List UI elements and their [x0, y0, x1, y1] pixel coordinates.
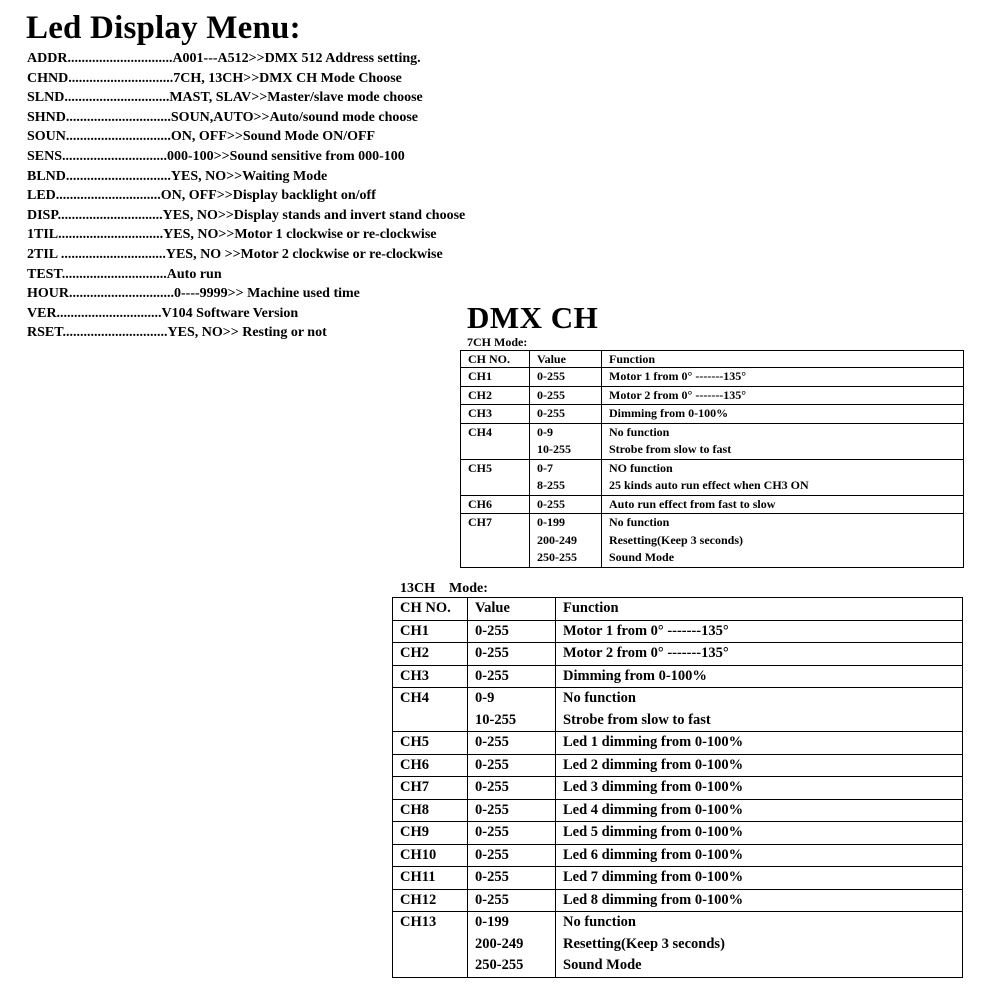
value-line: 0-255 — [475, 824, 509, 840]
value-cell — [468, 889, 556, 912]
value-line: 8-255 — [537, 478, 565, 492]
table-row — [393, 822, 963, 845]
value-line: 0-255 — [475, 801, 509, 818]
value-cell — [468, 754, 556, 777]
function-cell — [556, 867, 963, 890]
channel-cell: CH11 — [393, 867, 468, 890]
function-cell — [602, 405, 964, 424]
menu-item: HOUR..............................0----9999>> Machine used time — [27, 286, 360, 302]
function-cell — [556, 889, 963, 912]
value-line: 0-255 — [537, 406, 565, 420]
function-cell — [556, 754, 963, 777]
function-line: Dimming from 0-100% — [563, 667, 707, 684]
value-line: 0-199 — [475, 914, 509, 930]
function-cell — [556, 844, 963, 867]
channel-cell: CH8 — [393, 799, 468, 822]
channel-cell: CH7 — [393, 777, 468, 800]
menu-item: ADDR..............................A001---A512>>DMX 512 Address setting. — [27, 51, 421, 66]
column-header: CH NO. — [393, 598, 468, 621]
value-cell — [468, 867, 556, 890]
table-header-row — [393, 598, 963, 621]
table-row — [393, 620, 963, 643]
table-row — [393, 643, 963, 666]
channel-cell: CH2 — [461, 386, 530, 405]
table-row — [393, 867, 963, 890]
table-row — [393, 889, 963, 912]
channel-cell: CH3 — [461, 405, 530, 424]
channel-cell: CH6 — [393, 754, 468, 777]
value-line: 0-255 — [537, 369, 565, 383]
channel-cell: CH2 — [393, 643, 468, 666]
function-line: Sound Mode — [563, 957, 642, 973]
menu-item: CHND..............................7CH, 13CH>>DMX CH Mode Choose — [27, 70, 402, 86]
function-line: Led 2 dimming from 0-100% — [563, 756, 744, 773]
value-line: 250-255 — [537, 550, 577, 564]
function-line: NO function — [609, 460, 673, 475]
value-line: 250-255 — [475, 957, 524, 973]
value-cell — [468, 620, 556, 643]
value-cell — [468, 688, 556, 732]
function-line: Led 6 dimming from 0-100% — [563, 846, 744, 863]
menu-item: 1TIL..............................YES, NO>>Motor 1 clockwise or re-clockwise — [27, 227, 437, 243]
function-cell — [602, 459, 964, 495]
menu-item: SOUN..............................ON, OFF>>Sound Mode ON/OFF — [27, 129, 376, 145]
table-row — [461, 386, 964, 405]
function-line: No function — [609, 424, 670, 439]
value-cell — [530, 405, 602, 424]
table-row — [393, 688, 963, 732]
table-row — [393, 754, 963, 777]
menu-list — [27, 49, 465, 343]
function-line: No function — [609, 515, 670, 529]
function-line: Motor 1 from 0° -------135° — [563, 622, 729, 639]
value-cell — [530, 386, 602, 405]
menu-item: SENS..............................000-100>>Sound sensitive from 000-100 — [27, 148, 405, 164]
function-line: Sound Mode — [609, 550, 675, 564]
channel-cell: CH9 — [393, 822, 468, 845]
function-cell — [556, 732, 963, 755]
value-cell — [530, 459, 602, 495]
function-line: Motor 2 from 0° -------135° — [563, 645, 729, 661]
function-line: Strobe from slow to fast — [563, 711, 711, 728]
column-header: Value — [530, 351, 602, 368]
channel-cell: CH13 — [393, 912, 468, 978]
value-line: 10-255 — [537, 442, 571, 456]
function-line: Auto run effect from fast to slow — [609, 496, 776, 511]
value-line: 0-255 — [475, 645, 509, 661]
value-cell — [468, 844, 556, 867]
channel-cell: CH10 — [393, 844, 468, 867]
menu-item: 2TIL ..............................YES, NO >>Motor 2 clockwise or re-clockwise — [27, 246, 443, 262]
function-cell — [556, 620, 963, 643]
channel-cell: CH1 — [393, 620, 468, 643]
menu-item: LED..............................ON, OFF>>Display backlight on/off — [27, 188, 376, 204]
function-cell — [602, 514, 964, 568]
table-row — [393, 799, 963, 822]
table-row — [461, 495, 964, 514]
function-line: Resetting(Keep 3 seconds) — [609, 532, 743, 547]
value-line: 0-255 — [537, 387, 565, 402]
function-cell — [556, 822, 963, 845]
value-line: 200-249 — [537, 532, 577, 547]
table-13ch-label: 13CH Mode: — [400, 581, 488, 596]
function-line: Dimming from 0-100% — [609, 406, 729, 420]
menu-item: TEST..............................Auto run — [27, 266, 222, 282]
value-line: 0-9 — [537, 424, 553, 439]
function-line: Strobe from slow to fast — [609, 442, 732, 456]
value-line: 0-255 — [475, 891, 509, 908]
dmx-title: DMX CH — [467, 300, 599, 335]
menu-item: SHND..............................SOUN,AUTO>>Auto/sound mode choose — [27, 109, 419, 125]
value-line: 0-255 — [475, 869, 509, 885]
table-row — [393, 844, 963, 867]
function-cell — [602, 495, 964, 514]
value-line: 0-255 — [537, 496, 565, 511]
menu-title: Led Display Menu: — [26, 10, 301, 46]
value-line: 0-255 — [475, 622, 509, 639]
function-line: Resetting(Keep 3 seconds) — [563, 935, 725, 952]
table-row — [461, 459, 964, 495]
table-7ch — [460, 350, 964, 568]
value-line: 0-9 — [475, 690, 495, 706]
function-cell — [556, 688, 963, 732]
value-line: 0-255 — [475, 846, 509, 863]
value-cell — [468, 912, 556, 978]
column-header: Value — [468, 598, 556, 621]
function-cell — [556, 912, 963, 978]
channel-cell: CH12 — [393, 889, 468, 912]
value-cell — [468, 665, 556, 688]
column-header: Function — [556, 598, 963, 621]
function-line: No function — [563, 914, 636, 930]
value-cell — [468, 822, 556, 845]
function-line: 25 kinds auto run effect when CH3 ON — [609, 478, 809, 492]
value-line: 0-255 — [475, 734, 509, 750]
menu-item: BLND..............................YES, NO>>Waiting Mode — [27, 168, 328, 184]
function-line: Led 3 dimming from 0-100% — [563, 779, 744, 795]
function-line: Motor 1 from 0° -------135° — [609, 369, 747, 383]
value-line: 0-255 — [475, 667, 509, 684]
function-line: Led 1 dimming from 0-100% — [563, 734, 744, 750]
function-line: Motor 2 from 0° -------135° — [609, 387, 747, 402]
menu-item: SLND..............................MAST, SLAV>>Master/slave mode choose — [27, 90, 423, 106]
value-cell — [530, 514, 602, 568]
table-row — [461, 368, 964, 387]
table-row — [393, 912, 963, 978]
function-line: Led 4 dimming from 0-100% — [563, 801, 744, 818]
channel-cell: CH6 — [461, 495, 530, 514]
channel-cell: CH5 — [461, 459, 530, 495]
table-row — [393, 665, 963, 688]
channel-cell: CH7 — [461, 514, 530, 568]
value-line: 200-249 — [475, 935, 524, 952]
table-row — [461, 423, 964, 459]
channel-cell: CH4 — [461, 423, 530, 459]
menu-item: RSET..............................YES, NO>> Resting or not — [27, 325, 327, 341]
function-line: Led 7 dimming from 0-100% — [563, 869, 744, 885]
channel-cell: CH5 — [393, 732, 468, 755]
function-cell — [602, 423, 964, 459]
value-line: 0-199 — [537, 515, 565, 529]
column-header: Function — [602, 351, 964, 368]
channel-cell: CH3 — [393, 665, 468, 688]
channel-cell: CH1 — [461, 368, 530, 387]
function-cell — [556, 799, 963, 822]
function-cell — [556, 777, 963, 800]
function-cell — [556, 665, 963, 688]
value-line: 0-255 — [475, 779, 509, 795]
function-line: Led 5 dimming from 0-100% — [563, 824, 744, 840]
table-7ch-label: 7CH Mode: — [467, 335, 528, 349]
table-row — [393, 777, 963, 800]
table-row — [461, 514, 964, 568]
function-line: Led 8 dimming from 0-100% — [563, 891, 744, 908]
table-row — [461, 405, 964, 424]
table-row — [393, 732, 963, 755]
value-cell — [468, 643, 556, 666]
value-cell — [530, 368, 602, 387]
value-cell — [530, 423, 602, 459]
table-header-row — [461, 351, 964, 368]
value-cell — [468, 777, 556, 800]
function-line: No function — [563, 690, 636, 706]
value-cell — [530, 495, 602, 514]
value-cell — [468, 732, 556, 755]
channel-cell: CH4 — [393, 688, 468, 732]
function-cell — [602, 386, 964, 405]
value-line: 0-7 — [537, 460, 553, 475]
menu-item: DISP..............................YES, NO>>Display stands and invert stand choose — [27, 207, 466, 223]
menu-item: VER..............................V104 Software Version — [27, 305, 299, 321]
column-header: CH NO. — [461, 351, 530, 368]
value-line: 0-255 — [475, 756, 509, 773]
table-13ch — [392, 597, 963, 978]
value-cell — [468, 799, 556, 822]
function-cell — [556, 643, 963, 666]
value-line: 10-255 — [475, 711, 517, 728]
function-cell — [602, 368, 964, 387]
